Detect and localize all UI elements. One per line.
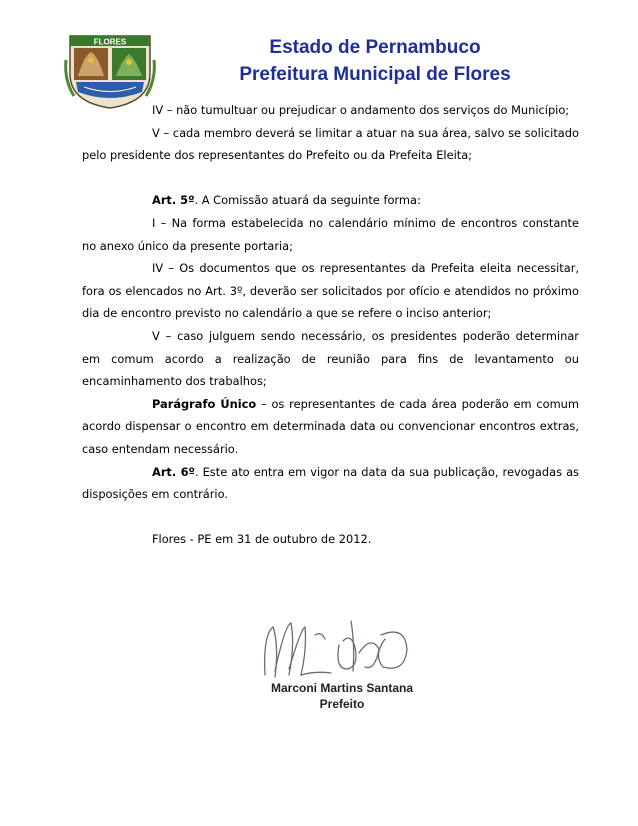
paragraph-i-calendario: I – Na forma estabelecida no calendário mínimo de encontros constante no anexo único da presente portaria; [82,215,579,253]
article-6-label: Art. 6º [152,464,195,479]
signer-name: Marconi Martins Santana [270,681,414,695]
paragraph-v-membro: V – cada membro deverá se limitar a atuar na sua área, salvo se solicitado pelo presidente dos representantes do Prefeito ou da Prefeita Eleita; [82,125,579,163]
header-subtitle: Prefeitura Municipal de Flores [239,64,511,85]
document-body [82,99,579,551]
date-line: Flores - PE em 31 de outubro de 2012. [152,532,372,547]
article-5 [82,189,579,212]
article-5-text: . A Comissão atuará da seguinte forma: [194,193,421,208]
paragrafo-unico-text: – os representantes de cada área poderão em comum acordo dispensar o encontro em determinada data ou convencionar encontros extras, caso entendam necessário. [82,396,579,456]
crest-label: FLORES [93,37,127,47]
handwritten-signature-icon [255,605,425,685]
paragrafo-unico-label: Parágrafo Único [152,396,257,411]
article-6-text: . Este ato entra em vigor na data da sua publicação, revogadas as disposições em contrário. [82,464,579,502]
signer-role: Prefeito [319,697,365,711]
paragrafo-unico [82,393,579,461]
municipal-crest-icon [64,30,156,110]
paragraph-iv-tumultuar: IV – não tumultuar ou prejudicar o andamento dos serviços do Município; [152,103,570,117]
article-5-label: Art. 5º [152,193,195,208]
article-6 [82,461,579,506]
signer-block [262,680,422,712]
header-title: Estado de Pernambuco [269,37,481,58]
paragraph-v-reuniao: V – caso julguem sendo necessário, os presidentes poderão determinar em comum acordo a realização de reunião para fins de levantamento ou encaminhamento dos trabalhos; [82,328,579,389]
paragraph-iv-documentos: IV – Os documentos que os representantes da Prefeita eleita necessitar, fora os elencados no Art. 3º, deverão ser solicitados por ofício e atendidos no próximo dia de encontro previsto no calendário a que se refere o inciso anterior; [82,261,579,321]
